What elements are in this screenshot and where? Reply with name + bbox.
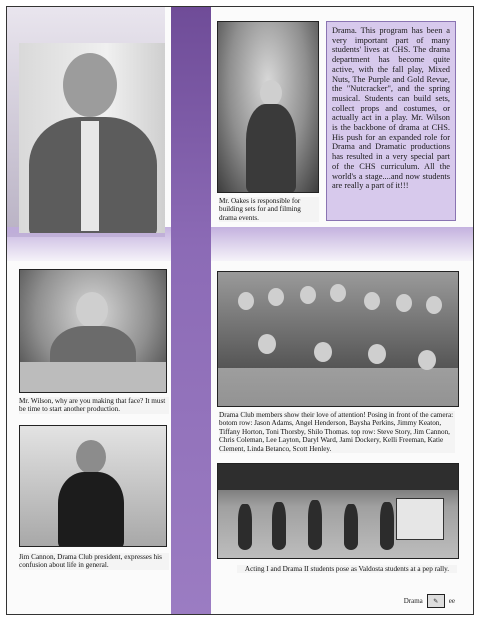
student-portrait-photo [19,43,165,233]
oakes-photo [217,21,319,193]
pep-rally-caption: Acting I and Drama II students pose as Valdosta students at a pep rally. [237,565,457,573]
wilson-caption: Mr. Wilson, why are you making that face? It must be time to start another production. [19,397,169,414]
page-number: ee [448,597,455,605]
yearbook-page [6,6,474,615]
pep-rally-photo [217,463,459,559]
drama-textbox: Drama. This program has been a very important part of many students' lives at CHS. The drama department has become quite active, with the fall play, Mixed Nuts, The Purple and Gold Revue, the "Nutcracker", and the spring musical. Students can build sets, collect props and costumes, or actually act in a play. Mr. Wilson is the backbone of drama at CHS. His push for an expanded role for Drama and Dramatic productions has resulted in a very special part of the CHS curriculum. All the world's a stage....and now students are really a part of it!!! [326,21,456,221]
cannon-caption: Jim Cannon, Drama Club president, expresses his confusion about life in general. [19,553,169,570]
drama-club-caption: Drama Club members show their love of attention! Posing in front of the camera: botom row: Jason Adams, Angel Henderson, Baysha Perkins, Jimmy Keaton, Tiffany Horton, Toni Thorsby, Shilo Thomas. top row: Steve Story, Jim Cannon, Chris Coleman, Lee Layton, Daryl Ward, Jami Dockery, Kelli Freeman, Katie Clement, Linda Betanco, Scott Henley. [219,411,454,453]
section-label: Drama [403,597,423,605]
cannon-photo [19,425,167,547]
page-footer [404,594,455,608]
drama-club-photo [217,271,459,407]
oakes-caption: Mr. Oakes is responsible for building sets for and filming drama events. [219,197,319,222]
purple-bar [171,7,211,614]
wilson-photo [19,269,167,393]
school-logo-icon: ✎ [427,594,445,608]
